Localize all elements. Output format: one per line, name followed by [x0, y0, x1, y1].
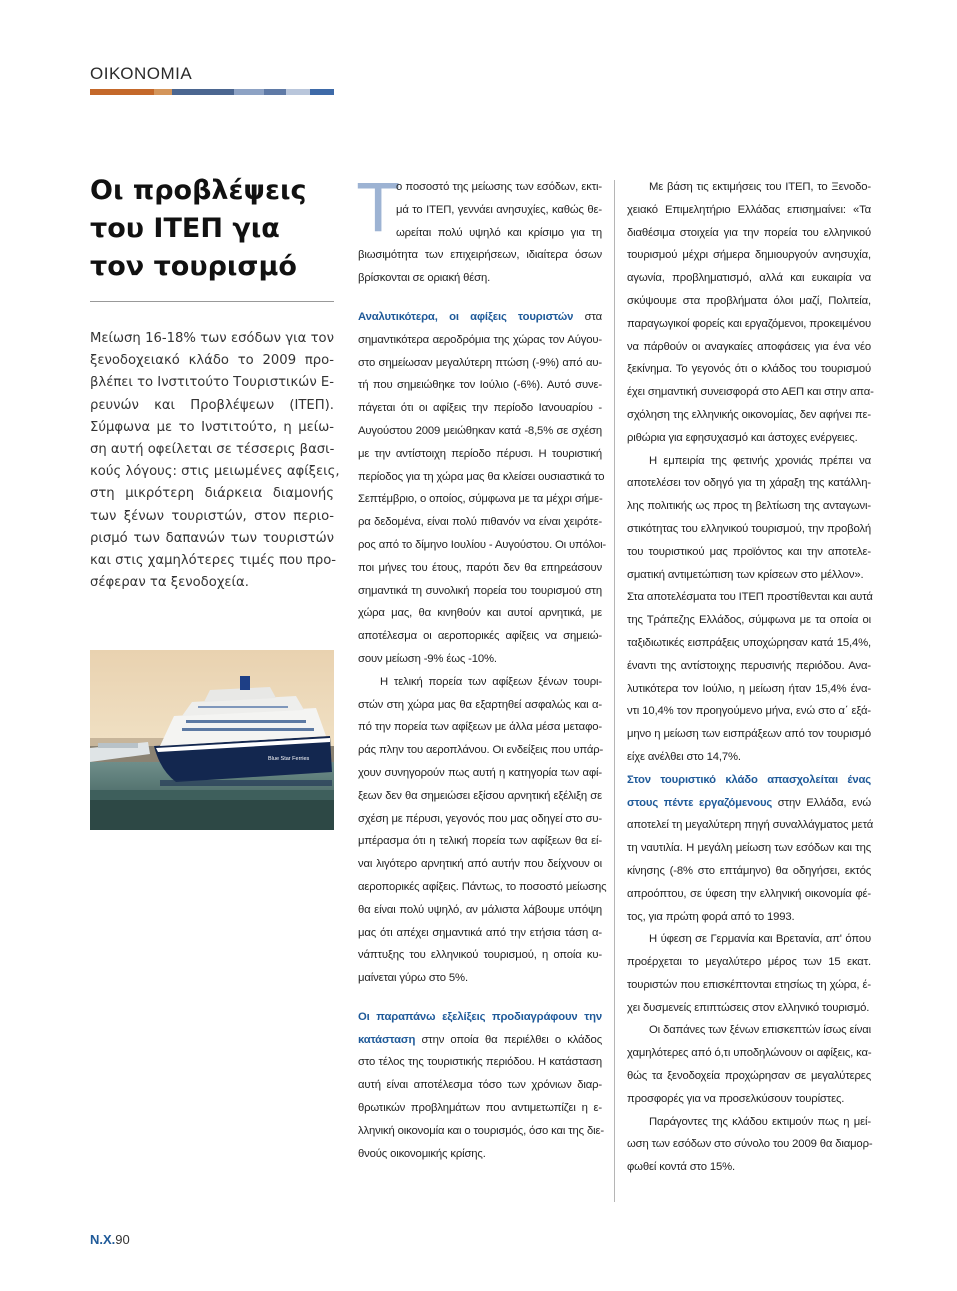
- text-line: είχε ανέλθει στο 14,7%.: [627, 750, 741, 763]
- text-line: σματική αντιμετώπιση των κρίσεων στο μέλλον».: [627, 568, 864, 581]
- text-line: μας ότι απέχει σημαντικά από την ετήσια τάση α-: [358, 926, 602, 939]
- lead-line: κούς λόγους: στις μειωμένες αφίξεις,: [90, 464, 340, 480]
- paragraph: [627, 1019, 871, 1110]
- paragraph: [627, 769, 874, 929]
- dropcap: Τ: [358, 170, 399, 247]
- text-line: βρίσκονται σε οριακή θέση.: [358, 272, 491, 285]
- text-fragment: στην οποία θα περιέλθει ο κλάδος: [415, 1033, 602, 1046]
- text-line: τη ναυτιλία. Η μεγάλη μείωση των εσόδων και της: [627, 842, 871, 855]
- text-line: ριθώρια για εφησυχασμό και άστοχες ενέργειες.: [627, 431, 858, 444]
- highlight-text: Στον τουριστικό κλάδο απασχολείται ένας: [627, 773, 871, 786]
- color-bar-segment: [310, 89, 334, 95]
- text-line: σχόληση της ελληνικής οικονομίας, δεν αφήνει πε-: [627, 408, 871, 421]
- page-number: 90: [115, 1232, 130, 1247]
- text-line: στο τέλος της τουριστικής περιόδου. Η κατάσταση: [358, 1056, 602, 1069]
- lead-line: ση αυτή οφείλεται σε τέσσερις βασι-: [90, 442, 335, 458]
- highlight-text: Οι παραπάνω εξελίξεις προδιαγράφουν την: [358, 1010, 602, 1023]
- lead-line: στη μικρότερη διάρκεια διαμονής: [90, 486, 334, 502]
- text-fragment: στα: [573, 310, 602, 323]
- text-line: διαθέσιμα στοιχεία για την πορεία του ελληνικού: [627, 226, 871, 239]
- color-bar-segment: [154, 89, 172, 95]
- text-line: μηνο η μείωση των εισπράξεων από τον τουρισμό: [627, 728, 871, 741]
- text-line: χει δυσμενείς επιπτώσεις στον ελληνικό τουρισμό.: [627, 1001, 870, 1014]
- text-line: ρα δεδομένα, είναι πολύ πιθανόν να είναι χειρότε-: [358, 516, 602, 529]
- text-line: αυτή είναι αποτέλεσμα τόσο των χρόνιων διαρ-: [358, 1079, 602, 1092]
- color-bar-segment: [234, 89, 264, 95]
- text-line: θνούς οικονομικής κρίσης.: [358, 1147, 486, 1160]
- text-line: θώς τα ξενοδοχεία προχώρησαν σε μεγαλύτερες: [627, 1070, 871, 1083]
- text-line: νάπτυξης του ελληνικού τουρισμού, η οποία κυ-: [358, 949, 602, 962]
- text-line: τουριστών που επισκέπτονται ετησίως τη χώρα, έ-: [627, 978, 871, 991]
- text-line: περίοδος για τη χώρα μας θα κλείσει ουσιαστικά το: [358, 470, 605, 483]
- paragraph: [358, 1006, 602, 1166]
- text-line: λυτικότερα τον Ιούλιο, η μείωση ήταν 15,4% ένα-: [627, 682, 871, 695]
- text-line: τος, για πρώτη φορά από το 1993.: [627, 910, 795, 923]
- lead-line: των ξένων τουριστών, στον περιο-: [90, 508, 334, 524]
- text-line: ταξιδιωτικές εισπράξεις υποχώρησαν κατά 15,4%,: [627, 636, 871, 649]
- text-line: πό την πορεία των αφίξεων με άλλα μέσα μεταφο-: [358, 721, 602, 734]
- text-line: ρος από το δίμηνο Ιουλίου - Αυγούστου. Οι υπόλοι-: [358, 538, 607, 551]
- text-line: στο σημείωσαν μεγαλύτερη πτώση (-9%) από αυ-: [358, 356, 602, 369]
- ship-name-label: Blue Star Ferries: [268, 756, 310, 762]
- text-line: Αυγούστου 2009 μειώθηκαν κατά -8,5% σε σχέση: [358, 424, 602, 437]
- page-folio: [90, 1232, 130, 1247]
- column-divider: [614, 180, 615, 1202]
- color-bar-segment: [264, 89, 286, 95]
- paragraph: [627, 1111, 871, 1179]
- headline-rule: [90, 301, 334, 302]
- section-color-bar: [90, 89, 334, 95]
- text-line: σημαντικά τη συνολική πορεία του τουρισμού στη: [358, 584, 602, 597]
- text-line: του τουριστικού μας προϊόντος και την αποτελε-: [627, 545, 871, 558]
- text-line: Στα αποτελέσματα του ΙΤΕΠ προστίθενται και αυτά: [627, 591, 873, 604]
- text-line: παραγωγικοί φορείς και εργαζόμενοι, προκειμένου: [627, 317, 871, 330]
- text-line: Οι δαπάνες των ξένων επισκεπτών ίσως είναι: [649, 1024, 871, 1037]
- headline-line: του ΙΤΕΠ για: [90, 213, 280, 244]
- text-line: λης πολιτικής ως προς τη βελτίωση της ανταγωνι-: [627, 500, 871, 513]
- lead-line: Μείωση 16-18% των εσόδων για τον: [90, 331, 334, 346]
- lead-line: και στις χαμηλότερες τιμές που προ-: [90, 553, 337, 569]
- article-column-2: [627, 176, 874, 1179]
- text-line: μά το ΙΤΕΠ, γεννάει ανησυχίες, καθώς θε-: [396, 203, 602, 216]
- lead-paragraph: [90, 328, 340, 594]
- text-line: αγωνία, προβληματισμό, αλλά και ευκαιρία να: [627, 272, 871, 285]
- headline-line: τον τουρισμό: [90, 251, 297, 282]
- ferry-illustration: [90, 650, 334, 830]
- text-line: βιωσιμότητα των επιχειρήσεων, ιδιαίτερα όσων: [358, 249, 602, 262]
- text-line: σουν μείωση -9% έως -10%.: [358, 652, 497, 665]
- paragraph: [358, 170, 602, 290]
- magazine-initials: Ν.Χ.: [90, 1232, 116, 1247]
- text-line: κίνησης (-8% στο επτάμηνο) θα οδηγήσει, εκτός: [627, 864, 871, 877]
- color-bar-segment: [286, 89, 310, 95]
- paragraph: [627, 586, 871, 768]
- text-line: Η ύφεση σε Γερμανία και Βρετανία, απ' όπου: [649, 933, 871, 946]
- text-line: ξεκίνημα. Το γεγονός ότι ο κλάδος του τουρισμού: [627, 363, 871, 376]
- paragraph: [358, 306, 607, 671]
- text-line: Η εμπειρία της φετινής χρονιάς πρέπει να: [649, 454, 871, 467]
- highlight-text: κατάσταση: [358, 1033, 416, 1046]
- text-line: Με βάση τις εκτιμήσεις του ΙΤΕΠ, το Ξενοδο-: [649, 181, 871, 193]
- lead-line: σέφεραν τα ξενοδοχεία.: [90, 575, 249, 591]
- text-line: απροόπτου, σε ύφεση την ελληνική οικονομία φέ-: [627, 887, 871, 900]
- text-line: ντι 10,4% τον προηγούμενο μήνα, ενώ στο α΄ εξά-: [627, 705, 871, 718]
- text-line: θρωτικών προβλημάτων που αντιμετωπίζει η ε-: [358, 1102, 602, 1115]
- text-line: στικότητας του ελληνικού τουρισμού, την προβολή: [627, 522, 871, 535]
- section-label: ΟΙΚΟΝΟΜΙΑ: [90, 64, 193, 83]
- text-line: λληνική οικονομία και ο τουρισμός, όσο και της διε-: [358, 1124, 604, 1137]
- text-line: μπέρασμα ότι η τελική πορεία των αφίξεων θα εί-: [358, 835, 602, 848]
- text-line: χώρα μας, θα κινηθούν και αυτοί αρνητικά, με: [358, 607, 602, 620]
- text-line: σκύψουμε στα προβλήματα όλοι μαζί, Πολιτεία,: [627, 294, 871, 307]
- text-line: ωση των εσόδων στο σύνολο του 2009 θα διαμορ-: [627, 1138, 873, 1151]
- text-line: Η τελική πορεία των αφίξεων ξένων τουρι-: [380, 675, 602, 688]
- text-line: χουν συνηγορούν πως αυτή η κατηγορία των αφί-: [358, 766, 602, 779]
- paragraph: [627, 176, 874, 450]
- paragraph: [358, 671, 607, 990]
- text-line: έναντι της αντίστοιχης περυσινής περιόδου. Ανα-: [627, 659, 871, 672]
- text-fragment: στην Ελλάδα, ενώ: [772, 796, 871, 809]
- text-line: Παράγοντες της κλάδου εκτιμούν πως η μεί-: [649, 1115, 871, 1128]
- text-line: θα είναι πολύ υψηλό, αν μάλιστα λάβουμε υπόψη: [358, 903, 602, 916]
- text-line: αεροπορικές αφίξεις. Πάντως, το ποσοστό μείωσης: [358, 880, 607, 893]
- text-line: ξεων δεν θα σημειώσει εξίσου αρνητική εξέλιξη σε: [358, 789, 602, 802]
- text-line: έχει σημαντική συνεισφορά στο ΑΕΠ και στην απα-: [627, 386, 874, 399]
- lead-line: βλέπει το Ινστιτούτο Τουριστικών Ε-: [90, 375, 334, 391]
- text-line: της Τράπεζης Ελλάδος, σύμφωνα με τα οποία οι: [627, 614, 871, 627]
- text-line: αποτελέσει τον οδηγό για τη χάραξη της κατάλλη-: [627, 477, 871, 490]
- article-headline: [90, 172, 340, 286]
- text-line: προσφορές για να προσελκύσουν τουρίστες.: [627, 1092, 845, 1105]
- color-bar-segment: [172, 89, 234, 95]
- text-line: χειακό Επιμελητήριο Ελλάδας επισημαίνει: «Τα: [627, 203, 871, 216]
- text-line: ο ποσοστό της μείωσης των εσόδων, εκτι-: [396, 181, 602, 193]
- headline-line: Οι προβλέψεις: [90, 175, 307, 206]
- lead-line: ρισμό των δαπανών των τουριστών: [90, 530, 334, 546]
- lead-line: Σύμφωνα με το Ινστιτούτο, η μείω-: [90, 419, 334, 435]
- text-line: ποι μήνες του έτους, παρότι δεν θα επηρεάσουν: [358, 561, 602, 574]
- article-column-1: [358, 170, 607, 1165]
- paragraph: [627, 928, 871, 1019]
- highlight-text: Αναλυτικότερα, οι αφίξεις τουριστών: [358, 310, 574, 323]
- text-line: σχέση με πέρυσι, γεγονός που μας οδηγεί στο συ-: [358, 812, 602, 825]
- highlight-text: στους πέντε εργαζόμενους: [627, 796, 773, 809]
- ferry-photo: [90, 650, 334, 830]
- text-line: σημαντικότερα αεροδρόμια της χώρας τον Αύγου-: [358, 333, 602, 346]
- text-line: με την αντίστοιχη περίοδο πέρυσι. Η τουριστική: [358, 447, 602, 460]
- text-line: τουρισμού μέχρι σήμερα δημιουργούν ανησυχία,: [627, 249, 871, 262]
- lead-line: ξενοδοχειακό κλάδο το 2009 προ-: [90, 353, 334, 369]
- color-bar-segment: [90, 89, 154, 95]
- text-line: στών στη χώρα μας θα εξαρτηθεί ασφαλώς και α-: [358, 698, 602, 711]
- text-line: αποτελεί τη μεγαλύτερη πηγή συναλλάγματος μετά: [627, 819, 874, 832]
- text-line: προέρχεται το μεγαλύτερο μέρος των 15 εκατ.: [627, 956, 871, 969]
- lead-line: ρευνών και Προβλέψεων (ΙΤΕΠ).: [90, 397, 334, 413]
- text-line: Σεπτέμβριο, ο οποίος, σύμφωνα με τα μέχρι σήμε-: [358, 493, 603, 506]
- text-line: τή που σημειώθηκε τον Ιούλιο (-6%). Αυτό συνε-: [358, 379, 602, 392]
- text-line: ναι λιγότερο αρνητική από αυτήν που δείχνουν οι: [358, 858, 602, 871]
- text-line: να πάρθούν οι αναγκαίες αποφάσεις για ένα νέο: [627, 340, 871, 353]
- text-line: μαίνεται γύρω στο 5%.: [358, 972, 468, 985]
- paragraph: [627, 450, 871, 587]
- text-line: χαμηλότερες από ό,τι υποδηλώνουν οι αφίξεις, κα-: [627, 1047, 872, 1060]
- text-line: ράς πλην του αεροπλάνου. Οι ενδείξεις που υπάρ-: [358, 744, 604, 757]
- text-line: ωρείται πολύ υψηλό και κρίσιμο για τη: [396, 226, 602, 239]
- text-line: πάγεται ότι οι αφίξεις την περίοδο Ιανουαρίου -: [358, 402, 602, 415]
- text-line: φωθεί κοντά στο 15%.: [627, 1161, 735, 1174]
- text-line: αποτέλεσμα οι αεροπορικές αφίξεις να σημειώ-: [358, 630, 602, 643]
